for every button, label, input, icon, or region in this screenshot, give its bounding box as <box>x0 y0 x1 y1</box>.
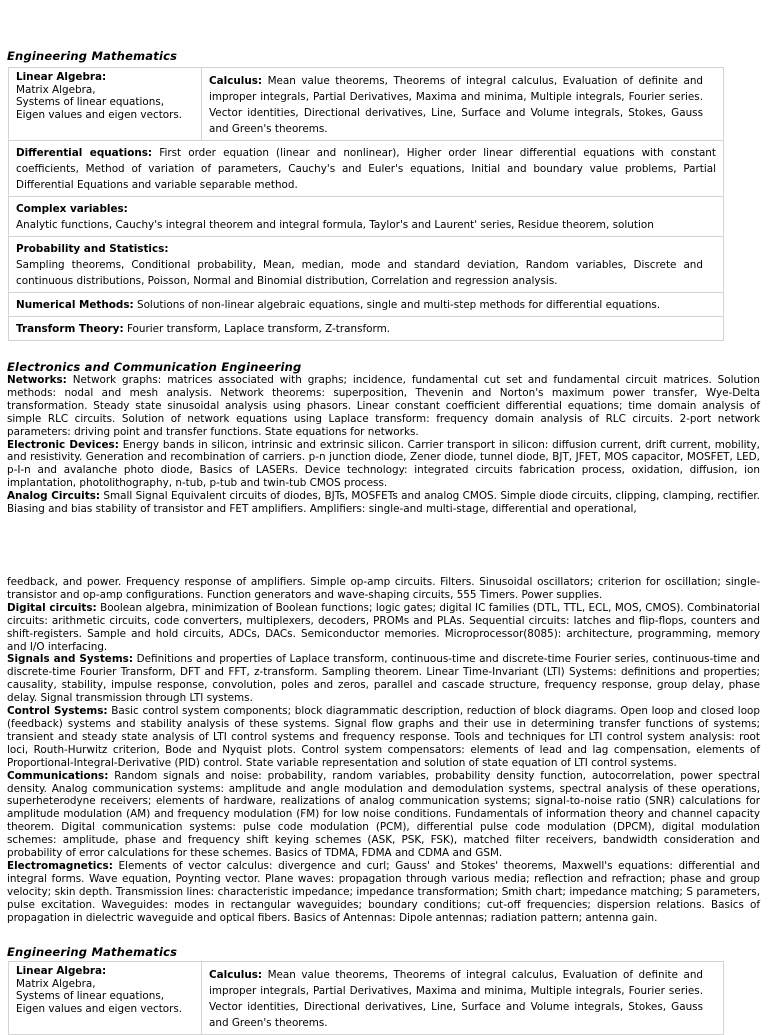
networks-text: Network graphs: matrices associated with graphs; incidence, fundamental cut set and fundamental circuit matrices. Solution methods: nodal and mesh analysis. Network theorems: superposition, Thevenin and Norton's maximum power transfer, Wye-Delta transformation. Steady state sinusoidal analysis using phasors. Linear constant coefficient differential equations; time domain analysis of simple RLC circuits. Solution of network equations using Laplace transform: frequency domain analysis of RLC circuits. 2-port network parameters: driving point and transfer functions. State equations for networks. <box>7 374 760 438</box>
analog-circuits-label: Analog Circuits: <box>7 490 101 503</box>
calculus-label: Calculus: <box>209 75 263 87</box>
complex-variables-text: Analytic functions, Cauchy's integral theorem and integral formula, Taylor's and Laurent' series, Residue theorem, solution <box>16 219 654 231</box>
signals-systems-text: Definitions and properties of Laplace transform, continuous-time and discrete-time Fourier series, continuous-time and discrete-time Fourier Transform, DFT and FFT, z-transform. Sampling theorem. Linear Time-Invariant (LTI) Systems: definitions and properties; causality, stability, impulse response, convolution, poles and zeros, parallel and cascade structure, frequency response, group delay, phase delay. Signal transmission through LTI systems. <box>7 653 760 705</box>
analog-circuits-text: Small Signal Equivalent circuits of diodes, BJTs, MOSFETs and analog CMOS. Simple diode circuits, clipping, clamping, rectifier. Biasing and bias stability of transistor and FET amplifiers. Amplifiers: single-and multi-stage, differential and operational, <box>7 490 760 516</box>
ece-block-part1 <box>7 374 760 516</box>
electronic-devices-label: Electronic Devices: <box>7 438 119 451</box>
electromagnetics-text: Elements of vector calculus: divergence and curl; Gauss' and Stokes' theorems, Maxwell's equations: differential and integral forms. Wave equation, Poynting vector. Plane waves: propagation through various media; reflection and refraction; phase and group velocity; skin depth. Transmission lines: characteristic impedance; impedance transformation; Smith chart; impedance matching; S parameters, pulse excitation. Waveguides: modes in rectangular waveguides; boundary conditions; cut-off frequencies; dispersion relations. Basics of propagation in dielectric waveguide and optical fibers. Basics of Antennas: Dipole antennas; radiation pattern; antenna gain. <box>7 859 760 924</box>
differential-equations-text: First order equation (linear and nonlinear), Higher order linear differential equations with constant coefficients, Method of variation of parameters, Cauchy's and Euler's equations, Initial and boundary value problems, Partial Differential Equations and variable separable method. <box>16 147 716 191</box>
table-row <box>9 68 724 141</box>
table-row <box>9 197 724 237</box>
probability-statistics-cell <box>9 237 724 293</box>
differential-equations-cell <box>9 141 724 197</box>
linear-algebra-line: Systems of linear equations, <box>16 96 165 108</box>
topic-networks <box>7 374 760 439</box>
electronic-devices-text: Energy bands in silicon, intrinsic and extrinsic silicon. Carrier transport in silicon: diffusion current, drift current, mobility, and resistivity. Generation and recombination of carriers. p-n junction diode, Zener diode, tunnel diode, BJT, JFET, MOS capacitor, MOSFET, LED, p-I-n and avalanche photo diode, Basics of LASERs. Device technology: integrated circuits fabrication process, oxidation, diffusion, ion implantation, photolithography, n-tub, p-tub and twin-tub CMOS process. <box>7 438 760 490</box>
section-title-engineering-mathematics: Engineering Mathematics <box>7 49 178 63</box>
complex-variables-label: Complex variables: <box>16 203 128 215</box>
table-row <box>9 293 724 317</box>
transform-theory-text: Fourier transform, Laplace transform, Z-transform. <box>126 323 391 335</box>
section-title-ece: Electronics and Communication Engineering <box>7 360 302 374</box>
digital-circuits-label: Digital circuits: <box>7 601 97 614</box>
numerical-methods-label: Numerical Methods: <box>16 299 134 311</box>
calculus-cell <box>202 68 724 141</box>
table-row <box>9 317 724 341</box>
section-title-engineering-mathematics-repeat: Engineering Mathematics <box>7 945 178 959</box>
table-row <box>9 141 724 197</box>
networks-label: Networks: <box>7 374 67 386</box>
complex-variables-cell <box>9 197 724 237</box>
topic-electronic-devices <box>7 439 760 491</box>
probability-statistics-text: Sampling theorems, Conditional probability, Mean, median, mode and standard deviation, Random variables, Discrete and continuous distributions, Poisson, Normal and Binomial distribution, Correlation and regression analysis. <box>16 259 703 287</box>
linear-algebra-label: Linear Algebra: <box>16 71 107 83</box>
numerical-methods-text: Solutions of non-linear algebraic equations, single and multi-step methods for differential equations. <box>136 299 661 311</box>
transform-theory-cell <box>9 317 724 341</box>
numerical-methods-cell <box>9 293 724 317</box>
linear-algebra-line: Eigen values and eigen vectors. <box>16 1002 183 1015</box>
probability-statistics-label: Probability and Statistics: <box>16 243 169 255</box>
linear-algebra-cell <box>9 68 202 141</box>
differential-equations-label: Differential equations: <box>16 147 153 159</box>
ece-block-part2 <box>7 576 760 924</box>
electromagnetics-label: Electromagnetics: <box>7 859 113 872</box>
table-row <box>9 237 724 293</box>
analog-circuits-continuation: feedback, and power. Frequency response of amplifiers. Simple op-amp circuits. Filters. Sinusoidal oscillators; criterion for oscillation; single-transistor and op-amp configurations. Function generators and wave-shaping circuits, 555 Timers. Power supplies. <box>7 576 760 601</box>
linear-algebra-line: Matrix Algebra, <box>16 977 96 990</box>
control-systems-text: Basic control system components; block diagrammatic description, reduction of block diagrams. Open loop and closed loop (feedback) systems and stability analysis of these systems. Signal flow graphs and their use in determining transfer functions of systems; transient and steady state analysis of LTI control systems and frequency response. Tools and techniques for LTI control system analysis: root loci, Routh-Hurwitz criterion, Bode and Nyquist plots. Control system compensators: elements of lead and lag compensation, elements of Proportional-Integral-Derivative (PID) control. State variable representation and solution of state equation of LTI control systems. <box>7 705 761 769</box>
digital-circuits-text: Boolean algebra, minimization of Boolean functions; logic gates; digital IC families (DTL, TTL, ECL, MOS, CMOS). Combinatorial circuits: arithmetic circuits, code converters, multiplexers, decoders, PROMs and PLAs. Sequential circuits: latches and flip-flops, counters and shift-registers. Sample and hold circuits, ADCs, DACs. Semiconductor memories. Microprocessor(8085): architecture, programming, memory and I/O interfacing. <box>7 601 760 653</box>
topic-electromagnetics <box>7 860 760 925</box>
topic-control-systems <box>7 705 760 770</box>
transform-theory-label: Transform Theory: <box>16 323 124 335</box>
linear-algebra-line: Matrix Algebra, <box>16 83 96 96</box>
control-systems-label: Control Systems: <box>7 705 108 718</box>
engineering-mathematics-table <box>8 67 724 341</box>
communications-text: Random signals and noise: probability, random variables, probability density function, autocorrelation, power spectral density. Analog communication systems: amplitude and angle modulation and demodulation systems, spectral analysis of these operations, superheterodyne receivers; elements of hardware, realizations of analog communication systems; signal-to-noise ratio (SNR) calculations for amplitude modulation (AM) and frequency modulation (FM) for low noise conditions. Fundamentals of information theory and channel capacity theorem. Digital communication systems: pulse code modulation (PCM), differential pulse code modulation (DPCM), digital modulation schemes: amplitude, phase and frequency shift keying schemes (ASK, PSK, FSK), matched filter receivers, bandwidth consideration and probability of error calculations for these schemes. Basics of TDMA, FDMA and CDMA and GSM. <box>7 769 760 860</box>
calculus-label: Calculus: <box>209 969 263 981</box>
topic-signals-systems <box>7 653 760 705</box>
topic-communications <box>7 770 760 860</box>
signals-systems-label: Signals and Systems: <box>7 653 134 666</box>
calculus-text: Mean value theorems, Theorems of integral calculus, Evaluation of definite and improper integrals, Partial Derivatives, Maxima and minima, Multiple integrals, Fourier series. Vector identities, Directional derivatives, Line, Surface and Volume integrals, Stokes, Gauss and Green's theorems. <box>209 969 704 1029</box>
linear-algebra-line: Systems of linear equations, <box>16 990 165 1002</box>
topic-digital-circuits <box>7 602 760 654</box>
communications-label: Communications: <box>7 769 109 782</box>
linear-algebra-label: Linear Algebra: <box>16 965 107 977</box>
calculus-text: Mean value theorems, Theorems of integral calculus, Evaluation of definite and improper integrals, Partial Derivatives, Maxima and minima, Multiple integrals, Fourier series. Vector identities, Directional derivatives, Line, Surface and Volume integrals, Stokes, Gauss and Green's theorems. <box>209 75 704 135</box>
topic-analog-circuits <box>7 490 760 516</box>
linear-algebra-line: Eigen values and eigen vectors. <box>16 108 183 121</box>
